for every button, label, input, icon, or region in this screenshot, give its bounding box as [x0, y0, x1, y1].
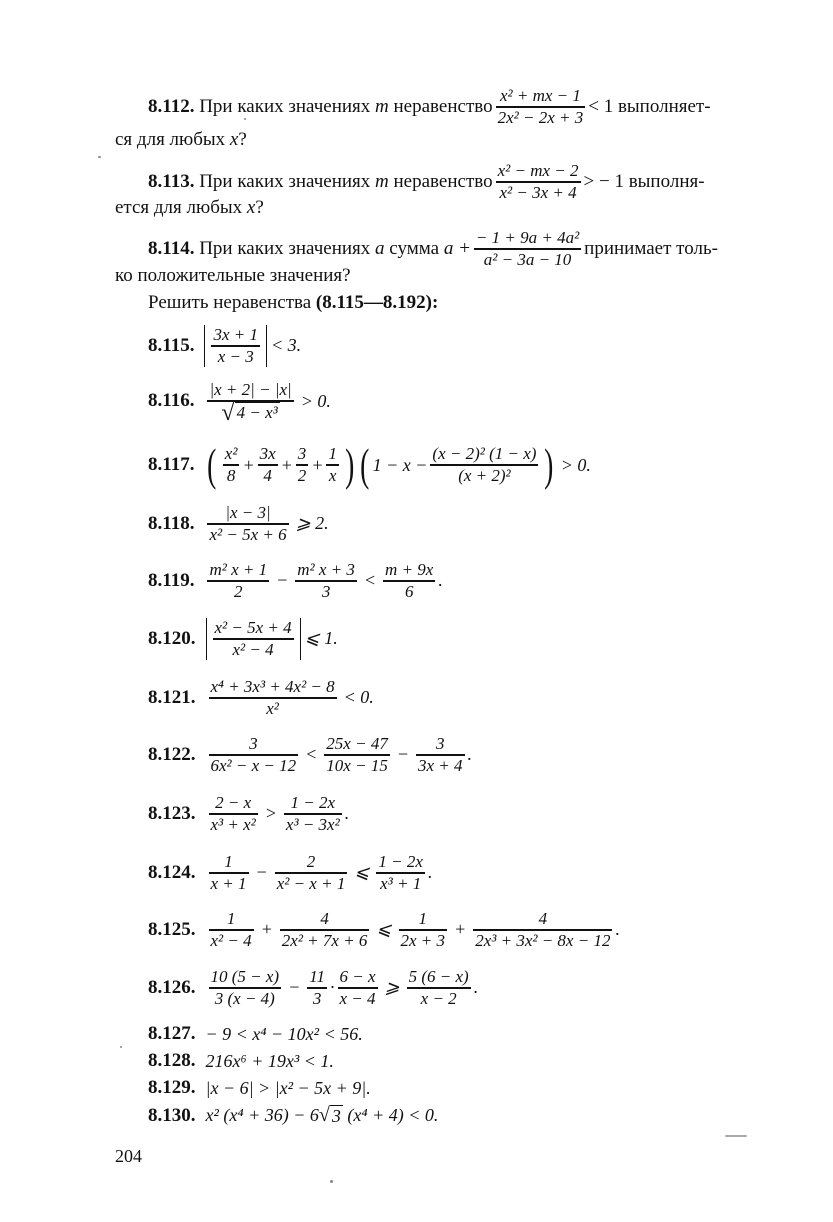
punctuation: . [467, 744, 473, 765]
expression: 1 − x − [372, 454, 428, 475]
denominator: 2x³ + 3x² − 8x − 12 [475, 930, 611, 950]
fraction [295, 560, 357, 602]
problem-text: При каких значениях [199, 170, 371, 192]
equation-8-127 [148, 1023, 363, 1045]
fraction [416, 734, 465, 776]
equation-8-117: 8.117. ( $\frac{\text{x²}}{8}$ + $\frac{3x}{4}$ + $\frac{3}{2}$ + $\frac{1}{x}$ ) ( 1 − x − $\frac{\text{(x − 2)² (1 − x)}}{\text{(x + 2)²}}$ ) > 0. [148, 439, 591, 490]
denominator: 3 [312, 988, 322, 1008]
denominator: 2 [234, 581, 243, 601]
numerator: 3 [297, 444, 307, 464]
numerator: 4 [320, 909, 329, 928]
expression: (x⁴ + 4) < 0. [347, 1105, 439, 1125]
equation-label: 8.119. [148, 569, 195, 591]
relation-text: > − 1 выполня- [583, 170, 705, 192]
fraction [223, 444, 240, 486]
denominator: 2x² + 7x + 6 [281, 930, 368, 950]
equation-label: 8.128. [148, 1050, 196, 1071]
problem-8-112 [148, 86, 711, 128]
fraction [296, 444, 309, 486]
denominator: x² − 4 [210, 930, 252, 950]
problem-text: ко положительные значения? [115, 265, 351, 286]
relation: ⩽ 1. [304, 628, 338, 649]
operator: ⩾ [384, 977, 400, 998]
numerator: 6 − x [339, 967, 376, 986]
equation-8-126 [148, 967, 478, 1009]
punctuation: . [438, 570, 443, 591]
fraction [209, 909, 254, 951]
denominator: x³ − 3x² [285, 814, 340, 834]
equation-label: 8.122. [148, 743, 196, 765]
variable: x [229, 129, 239, 150]
numerator: 1 [226, 909, 236, 928]
numerator: x⁴ + 3x³ + 4x² − 8 [210, 677, 335, 696]
relation: < 3. [270, 335, 302, 356]
numerator: x² [224, 444, 238, 464]
numerator: x² − 5x + 4 [214, 618, 292, 637]
problem-text: При каких значениях [199, 237, 371, 259]
expression: x² (x⁴ + 36) − 6 [205, 1105, 319, 1125]
instruction-range: (8.115—8.192): [315, 292, 439, 313]
fraction [209, 677, 337, 719]
denominator: x² − 5x + 6 [209, 524, 287, 544]
numerator: 4 [538, 909, 548, 928]
equation-label: 8.130. [148, 1104, 196, 1126]
instruction-line [148, 292, 438, 314]
equation-8-121 [148, 677, 378, 719]
numerator: 25x − 47 [326, 734, 388, 753]
operator: < [305, 744, 318, 765]
denominator: x − 3 [217, 346, 254, 366]
punctuation: . [615, 919, 620, 940]
relation: > 0. [300, 390, 331, 411]
denominator: x² − x + 1 [276, 873, 346, 893]
numerator: x² − mx − 2 [497, 161, 579, 180]
denominator: 6x² − x − 12 [210, 755, 297, 775]
equation-8-130 [148, 1104, 438, 1127]
relation: < 0. [343, 687, 374, 708]
equation-8-123 [148, 793, 349, 835]
fraction [474, 228, 581, 270]
fraction [207, 380, 293, 426]
problem-text: ется для любых [115, 197, 243, 218]
numerator: 1 [418, 909, 428, 928]
square-root: √ 3 [318, 1104, 341, 1126]
radicand: 3 [331, 1106, 341, 1126]
variable: m [375, 95, 389, 117]
scan-speck [330, 1180, 333, 1183]
equation-label: 8.125. [148, 918, 196, 940]
equation-label: 8.118. [148, 512, 195, 534]
fraction [407, 967, 471, 1009]
fraction [473, 909, 612, 951]
numerator: x² + mx − 1 [499, 86, 581, 105]
equation-8-119 [148, 560, 443, 602]
operator: + [454, 919, 467, 940]
fraction [258, 444, 278, 486]
denominator: 4 [263, 465, 272, 485]
fraction [209, 734, 299, 776]
denominator: x² [266, 698, 279, 718]
problem-8-113-continuation [115, 197, 264, 219]
variable: m [375, 170, 389, 192]
expression: |x − 6| > |x² − 5x + 9|. [205, 1077, 371, 1098]
operator: · [330, 977, 335, 998]
problem-8-112-continuation [115, 129, 247, 151]
operator: > [264, 803, 277, 824]
fraction [399, 909, 448, 951]
absolute-value [206, 618, 301, 660]
equation-label: 8.120. [148, 627, 196, 649]
fraction [324, 734, 390, 776]
operator: < [363, 570, 377, 591]
equation-label: 8.126. [148, 976, 196, 998]
equation-8-118 [148, 503, 333, 545]
denominator: a² − 3a − 10 [483, 249, 572, 269]
numerator: 3x [259, 444, 276, 464]
fraction [280, 909, 370, 951]
variable: a [375, 237, 385, 259]
denominator: x² − 4 [232, 639, 274, 659]
problem-label: 8.114. [148, 237, 195, 259]
fraction [209, 967, 282, 1009]
fraction [207, 560, 269, 602]
fraction [284, 793, 342, 835]
fraction [209, 852, 249, 894]
numerator: 2 − x [215, 793, 252, 812]
variable: x [246, 197, 256, 218]
numerator: 2 [306, 852, 316, 871]
lead-term: a + [443, 237, 471, 259]
problem-label: 8.112. [148, 95, 195, 117]
numerator: 1 [224, 852, 233, 871]
scan-speck [244, 118, 246, 120]
operator: − [396, 744, 409, 765]
fraction [430, 444, 538, 486]
denominator: 3x + 4 [417, 755, 463, 775]
denominator: 8 [226, 465, 236, 485]
scan-speck [725, 1135, 747, 1137]
problem-8-114-continuation [115, 265, 351, 287]
expression: − 9 < x⁴ − 10x² < 56. [205, 1023, 363, 1044]
punctuation: ? [255, 197, 264, 218]
denominator: 2x + 3 [400, 930, 446, 950]
scan-speck [98, 156, 101, 158]
absolute-value [204, 325, 267, 367]
numerator: 1 [328, 444, 337, 464]
denominator: 2 [297, 465, 307, 485]
operator: ⩽ [376, 919, 392, 940]
punctuation: . [473, 977, 479, 998]
radicand: 4 − x³ [236, 402, 278, 422]
numerator: 11 [309, 967, 325, 986]
equation-8-128 [148, 1050, 334, 1072]
problem-text: ся для любых [115, 129, 226, 150]
operator: ⩽ [354, 862, 370, 883]
problem-text: неравенство [393, 95, 493, 117]
denominator: x³ + 1 [380, 873, 422, 893]
denominator: 2x² − 2x + 3 [497, 107, 584, 127]
equation-label: 8.115. [148, 334, 195, 356]
denominator: 3 [321, 581, 331, 601]
denominator: 3 (x − 4) [214, 988, 275, 1008]
fraction [326, 444, 339, 486]
numerator: 3 [249, 734, 258, 753]
equation-label: 8.117. [148, 454, 195, 475]
numerator: 1 − 2x [378, 852, 423, 871]
equation-8-129 [148, 1077, 371, 1099]
denominator: 10x − 15 [326, 755, 388, 775]
fraction [209, 793, 258, 835]
equation-8-116 [148, 380, 335, 426]
denominator: x [328, 465, 337, 485]
fraction [275, 852, 348, 894]
operator: + [260, 919, 273, 940]
problem-text: неравенство [393, 170, 493, 192]
punctuation: . [344, 803, 350, 824]
fraction [376, 852, 425, 894]
numerator: |x − 3| [225, 503, 271, 522]
numerator: m² x + 3 [297, 560, 355, 579]
numerator: 1 − 2x [290, 793, 336, 812]
punctuation: . [427, 862, 433, 883]
expression: 216x⁶ + 19x³ < 1. [205, 1050, 334, 1071]
fraction [207, 503, 288, 545]
operator: − [255, 862, 268, 883]
page-number: 204 [115, 1146, 142, 1166]
equation-8-115 [148, 325, 305, 367]
numerator: − 1 + 9a + 4a² [475, 228, 580, 247]
numerator: 10 (5 − x) [210, 967, 280, 986]
problem-text: сумма [389, 237, 440, 259]
equation-8-122 [148, 734, 472, 776]
numerator: 5 (6 − x) [408, 967, 469, 986]
equation-label: 8.123. [148, 802, 196, 824]
denominator: x − 2 [420, 988, 457, 1008]
equation-8-120 [148, 618, 342, 660]
numerator: |x + 2| − |x| [209, 380, 292, 399]
denominator: x² − 3x + 4 [499, 182, 577, 202]
denominator: (x + 2)² [458, 465, 511, 485]
punctuation: ? [238, 129, 247, 150]
relation: ⩾ 2. [295, 513, 329, 534]
operator: − [276, 570, 289, 591]
numerator: 3x + 1 [213, 325, 258, 344]
fraction [211, 325, 260, 367]
problem-text: При каких значениях [199, 95, 371, 117]
fraction [383, 560, 435, 602]
square-root: √ 4 − x³ [221, 399, 278, 426]
problem-8-114 [148, 228, 718, 270]
relation-text: принимает толь- [584, 237, 718, 259]
equation-label: 8.127. [148, 1023, 196, 1044]
denominator: x³ + x² [210, 814, 256, 834]
equation-label: 8.116. [148, 390, 195, 412]
numerator: m + 9x [385, 560, 434, 579]
equation-label: 8.121. [148, 686, 196, 708]
equation-8-124 [148, 852, 432, 894]
fraction [338, 967, 378, 1009]
problem-label: 8.113. [148, 170, 195, 192]
relation: > 0. [560, 454, 591, 475]
instruction-text: Решить неравенства [148, 292, 312, 313]
equation-8-125 [148, 909, 620, 951]
denominator: x + 1 [210, 873, 247, 893]
numerator: (x − 2)² (1 − x) [432, 444, 537, 464]
numerator: m² x + 1 [209, 560, 268, 579]
operator: − [288, 977, 301, 998]
denominator: x − 4 [339, 988, 376, 1008]
fraction [307, 967, 327, 1009]
fraction [496, 161, 581, 203]
equation-label: 8.129. [148, 1077, 196, 1098]
fraction [213, 618, 294, 660]
denominator: 6 [404, 581, 414, 601]
fraction [496, 86, 586, 128]
scan-speck [120, 1046, 122, 1048]
numerator: 3 [436, 734, 445, 753]
relation-text: < 1 выполняет- [588, 95, 711, 117]
equation-label: 8.124. [148, 861, 196, 883]
